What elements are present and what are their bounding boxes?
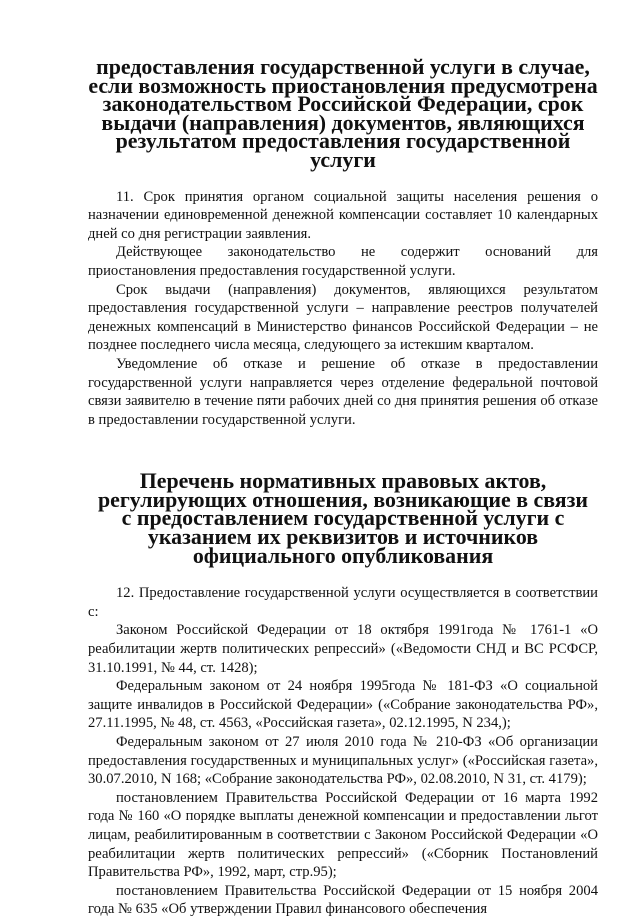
legal-act-item: Федеральным законом от 24 ноября 1995года № 181-ФЗ «О социальной защите инвалидов в Российской Федерации» («Собрание законодательства РФ», 27.11.1995, № 48, ст. 4563, «Российская газета», 02.12.1995, N 234,); <box>88 678 598 732</box>
paragraph-no-suspension: Действующее законодательство не содержит оснований для приостановления предоставления государственной услуги. <box>88 244 598 279</box>
legal-act-item: постановлением Правительства Российской Федерации от 16 марта 1992 года № 160 «О порядке выплаты денежной компенсации и предоставлении льгот лицам, реабилитированным в соответствии с Законом Российской Федерации «О реабилитации жертв политических репрессий» («Сборник Постановлений Правительства РФ», 1992, март, стр.95); <box>88 789 598 881</box>
paragraph-12-intro: 12. Предоставление государственной услуги осуществляется в соответствии с: <box>88 585 598 620</box>
section-heading-legal-acts: Перечень нормативных правовых актов, регулирующих отношения, возникающие в связи с предоставлением государственной услуги с указанием их реквизитов и источников официального опубликования <box>97 468 589 568</box>
paragraph-issue-term: Срок выдачи (направления) документов, являющихся результатом предоставления государственной услуги – направление реестров получателей денежных компенсаций в Министерство финансов Российской Федерации – не позднее последнего числа месяца, следующего за истекшим кварталом. <box>88 281 598 354</box>
paragraph-11-term: 11. Срок принятия органом социальной защиты населения решения о назначении единовременной денежной компенсации составляет 10 календарных дней со дня регистрации заявления. <box>88 188 598 242</box>
paragraph-refusal-notice: Уведомление об отказе и решение об отказе в предоставлении государственной услуги направляется через отделение федеральной почтовой связи заявителю в течение пяти рабочих дней со дня принятия решения об отказе в предоставлении государственной услуги. <box>88 355 598 428</box>
legal-act-item: постановлением Правительства Российской Федерации от 15 ноября 2004 года № 635 «Об утверждении Правил финансового обеспечения <box>88 882 598 918</box>
legal-act-item: Законом Российской Федерации от 18 октября 1991года № 1761-1 «О реабилитации жертв политических репрессий» («Ведомости СНД и ВС РСФСР, 31.10.1991, № 44, ст. 1428); <box>88 622 598 676</box>
legal-act-item: Федеральным законом от 27 июля 2010 года № 210-ФЗ «Об организации предоставления государственных и муниципальных услуг» («Российская газета», 30.07.2010, N 168; «Собрание законодательства РФ», 02.08.2010, N 31, ст. 4179); <box>88 734 598 788</box>
section-heading-terms: предоставления государственной услуги в случае, если возможность приостановления предусмотрена законодательством Российской Федерации, срок выдачи (направления) документов, являющихся результатом предоставления государственной услуги <box>88 54 598 172</box>
